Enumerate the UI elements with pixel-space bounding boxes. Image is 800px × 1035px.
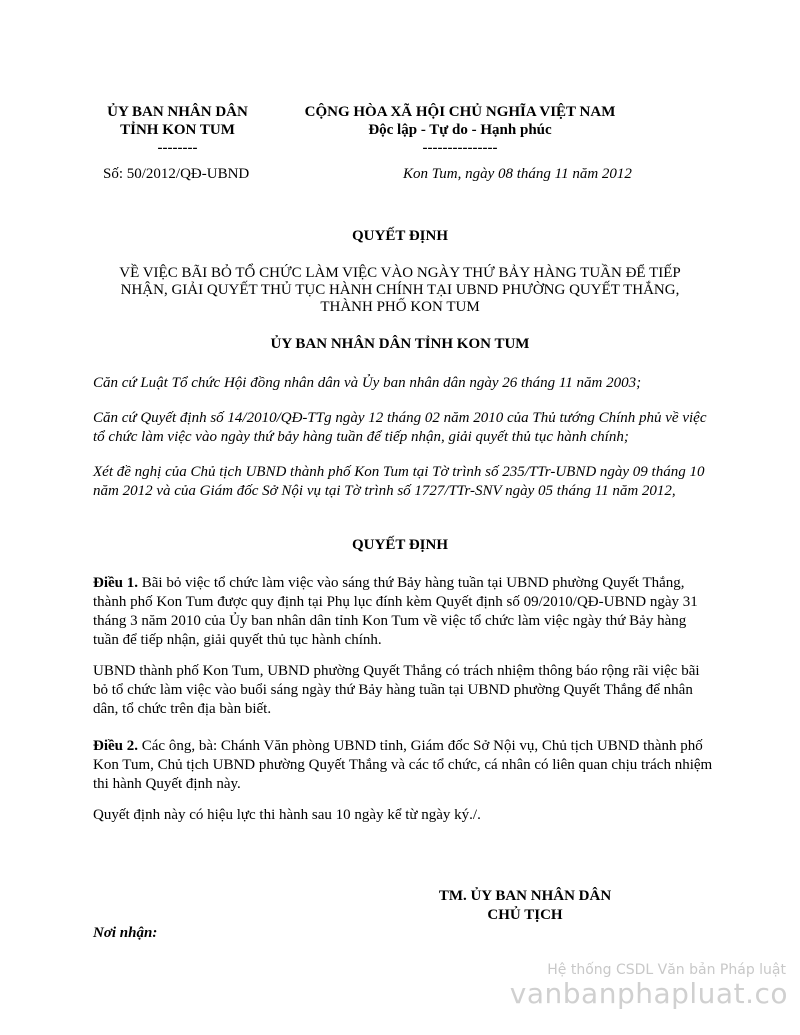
effective-clause: Quyết định này có hiệu lực thi hành sau 10 ngày kể từ ngày ký./.	[93, 807, 481, 823]
recipients-label: Nơi nhận:	[93, 925, 158, 941]
article-2	[93, 737, 713, 794]
basis-item: Căn cứ Quyết định số 14/2010/QĐ-TTg ngày 12 tháng 02 năm 2010 của Thủ tướng Chính phủ về việc tổ chức làm việc vào ngày thứ bảy hàng tuần để tiếp nhận, giải quyết thủ tục hành chính;	[93, 410, 707, 445]
authority-heading: ỦY BAN NHÂN DÂN TỈNH KON TUM	[270, 336, 530, 352]
watermark-site: vanbanphapluat.co	[509, 977, 788, 1010]
article-1-paragraph-2: UBND thành phố Kon Tum, UBND phường Quyết Thắng có trách nhiệm thông báo rộng rãi việc bãi bỏ tổ chức làm việc vào buổi sáng ngày thứ Bảy hàng tuần tại UBND phường Quyết Thắng để nhân dân, tổ chức trên địa bàn biết.	[93, 663, 700, 717]
article-1	[93, 574, 713, 650]
motto: Độc lập - Tự do - Hạnh phúc	[368, 122, 552, 138]
document-title: QUYẾT ĐỊNH	[352, 228, 448, 244]
document-subject	[60, 265, 740, 316]
document-number: Số: 50/2012/QĐ-UBND	[103, 166, 250, 182]
signature-title: TM. ỦY BAN NHÂN DÂN	[438, 888, 612, 904]
article-label: Điều 2.	[93, 738, 138, 754]
signature-position: CHỦ TỊCH	[487, 907, 563, 923]
country-name: CỘNG HÒA XÃ HỘI CHỦ NGHĨA VIỆT NAM	[304, 104, 616, 120]
document-date: Kon Tum, ngày 08 tháng 11 năm 2012	[403, 166, 632, 182]
national-motto-block	[285, 103, 635, 157]
subject-line: VỀ VIỆC BÃI BỎ TỔ CHỨC LÀM VIỆC VÀO NGÀY THỨ BẢY HÀNG TUẦN ĐỂ TIẾP	[119, 265, 681, 281]
issuer-divider: --------	[157, 140, 198, 156]
signature-block	[395, 887, 655, 925]
article-label: Điều 1.	[93, 575, 138, 591]
issuer-name: ỦY BAN NHÂN DÂN	[107, 104, 248, 120]
subject-line: NHẬN, GIẢI QUYẾT THỦ TỤC HÀNH CHÍNH TẠI UBND PHƯỜNG QUYẾT THẮNG,	[120, 282, 680, 298]
basis-item: Căn cứ Luật Tổ chức Hội đồng nhân dân và Ủy ban nhân dân ngày 26 tháng 11 năm 2003;	[93, 375, 642, 391]
issuer-province: TỈNH KON TUM	[120, 122, 235, 138]
article-text: Các ông, bà: Chánh Văn phòng UBND tỉnh, Giám đốc Sở Nội vụ, Chủ tịch UBND thành phố Kon Tum, Chủ tịch UBND phường Quyết Thắng và các tổ chức, cá nhân có liên quan chịu trách nhiệm thi hành Quyết định này.	[93, 738, 713, 792]
watermark-caption: Hệ thống CSDL Văn bản Pháp luật	[547, 962, 786, 978]
motto-divider: ---------------	[422, 140, 498, 156]
basis-item: Xét đề nghị của Chủ tịch UBND thành phố Kon Tum tại Tờ trình số 235/TTr-UBND ngày 09 tháng 10 năm 2012 và của Giám đốc Sở Nội vụ tại Tờ trình số 1727/TTr-SNV ngày 05 tháng 11 năm 2012,	[93, 464, 705, 499]
issuer-block	[95, 103, 260, 157]
article-text: Bãi bỏ việc tổ chức làm việc vào sáng thứ Bảy hàng tuần tại UBND phường Quyết Thắng, thành phố Kon Tum được quy định tại Phụ lục đính kèm Quyết định số 09/2010/QĐ-UBND ngày 31 tháng 3 năm 2010 của Ủy ban nhân dân tỉnh Kon Tum về việc tổ chức làm việc ngày thứ Bảy hàng tuần để tiếp nhận, giải quyết thủ tục hành chính.	[93, 575, 698, 648]
subject-line: THÀNH PHỐ KON TUM	[320, 299, 480, 315]
decision-heading: QUYẾT ĐỊNH	[352, 537, 448, 553]
